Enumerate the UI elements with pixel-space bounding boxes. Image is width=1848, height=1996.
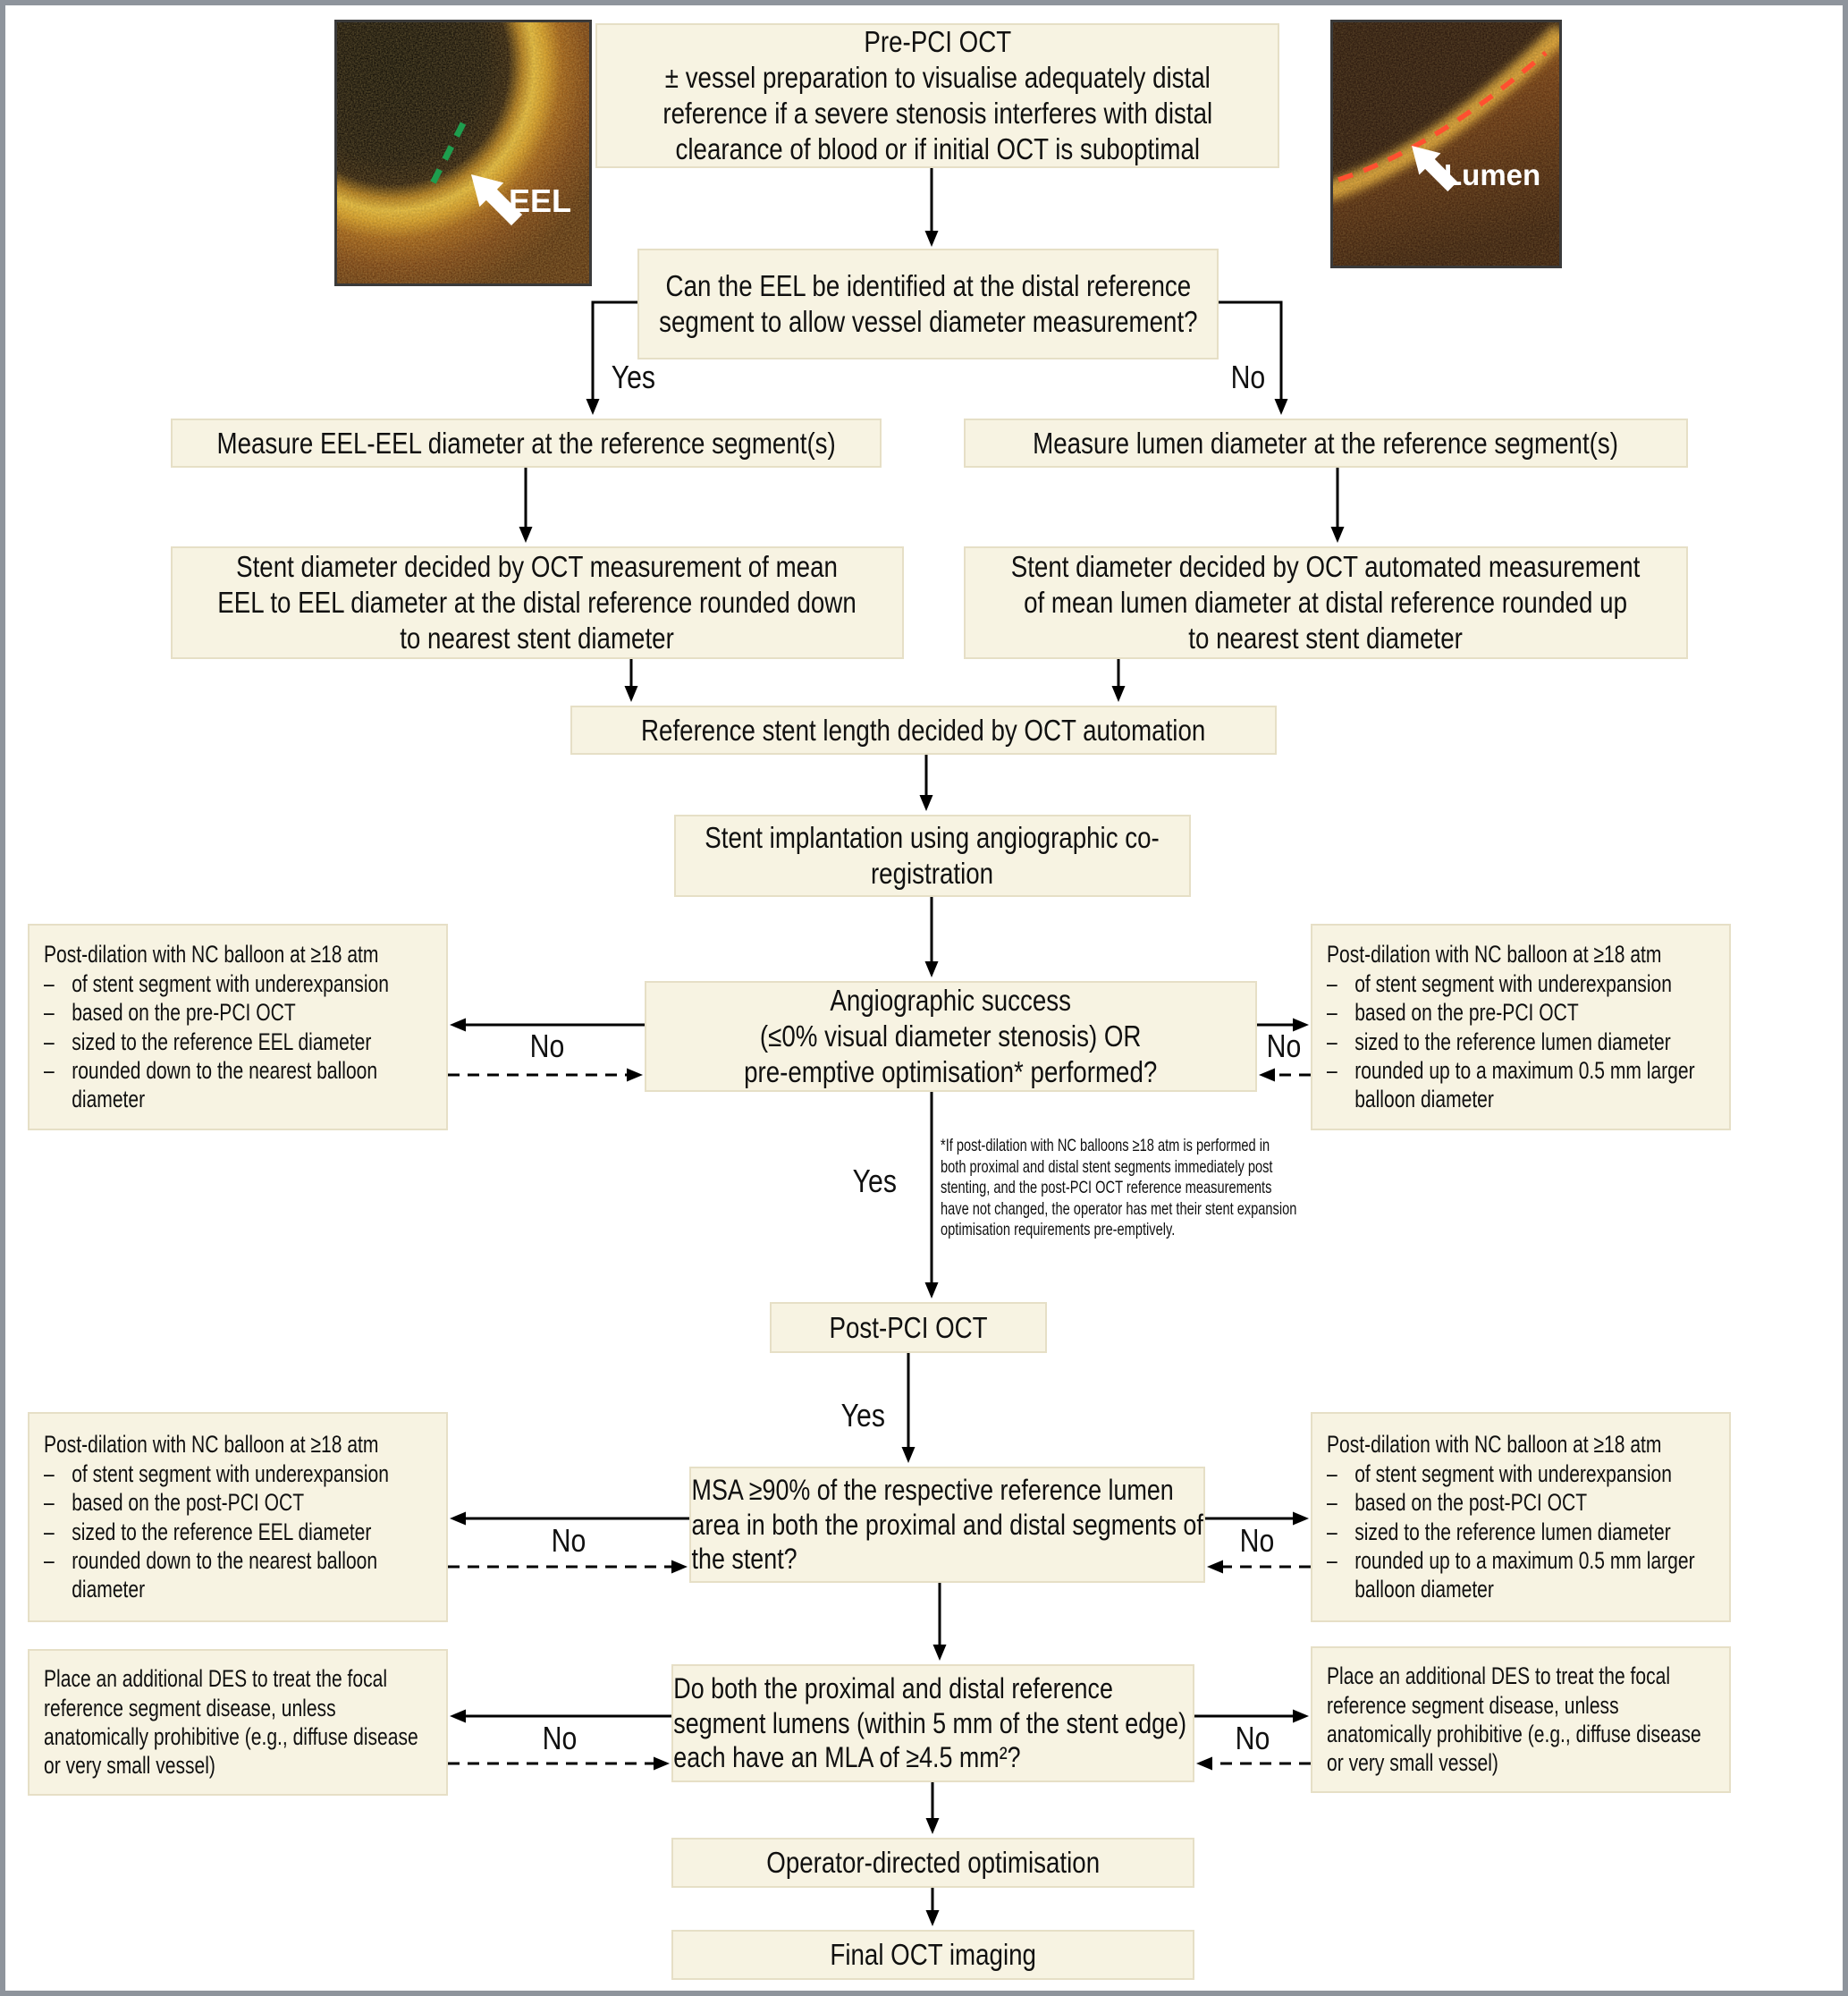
arrowhead-icon — [925, 231, 939, 247]
node-postdilation-pre-pci-lumen — [1311, 924, 1731, 1130]
node-post-pci-oct: Post-PCI OCT — [770, 1302, 1047, 1353]
bullet-text: based on the post-PCI OCT — [72, 1489, 305, 1517]
node-additional-des-right: Place an additional DES to treat the focal reference segment disease, unless anatomically prohibitive (e.g., diffuse disease or very small vessel) — [1311, 1646, 1731, 1793]
arrowhead-icon — [933, 1645, 947, 1661]
node-measure-lumen-diameter: Measure lumen diameter at the reference segment(s) — [964, 419, 1688, 468]
bullet-text: of stent segment with underexpansion — [72, 969, 389, 997]
bullet-dash: – — [1327, 1518, 1337, 1545]
bullet-text: sized to the reference EEL diameter — [72, 1518, 372, 1545]
node-line: (≤0% visual diameter stenosis) OR — [760, 1019, 1142, 1053]
node-question-angiographic-success — [645, 981, 1257, 1092]
arrowhead-icon — [1259, 1069, 1275, 1082]
arrowhead-icon — [625, 686, 638, 702]
node-additional-des-left: Place an additional DES to treat the focal reference segment disease, unless anatomically prohibitive (e.g., diffuse disease or very small vessel) — [28, 1649, 448, 1796]
bullet-dash: – — [44, 1489, 55, 1517]
bullet-dash: – — [44, 1056, 55, 1084]
label-no-msa-left: No — [551, 1522, 586, 1559]
bullet-dash: – — [44, 1459, 55, 1487]
arrowhead-icon — [519, 527, 533, 543]
bullet-dash: – — [1327, 1459, 1337, 1487]
node-heading: Post-dilation with NC balloon at ≥18 atm — [44, 1431, 379, 1459]
oct-image-lumen — [1330, 20, 1562, 268]
node-pre-pci-oct — [595, 23, 1279, 168]
bullet-dash: – — [1327, 1028, 1337, 1055]
node-line: to nearest stent diameter — [1188, 621, 1464, 655]
label-no-mla-left: No — [542, 1720, 578, 1756]
arrowhead-icon — [902, 1447, 916, 1463]
node-heading: Post-dilation with NC balloon at ≥18 atm — [44, 941, 379, 968]
node-line: Stent diameter decided by OCT automated measurement — [1011, 550, 1641, 584]
arrowhead-icon — [1293, 1512, 1309, 1526]
node-line: pre-emptive optimisation* performed? — [744, 1054, 1158, 1088]
node-postdilation-pre-pci-eel — [28, 924, 448, 1130]
arrowhead-icon — [450, 1710, 466, 1723]
footnote-preemptive-optimisation: *If post-dilation with NC balloons ≥18 atm is performed in both proximal and distal stent segments immediately post stenting, and the post-PCI OCT reference measurements have not changed, the operator has met their stent expansion optimisation requirements pre-emptively. — [941, 1136, 1297, 1240]
bullet-text: of stent segment with underexpansion — [72, 1459, 389, 1487]
bullet-dash: – — [44, 1546, 55, 1574]
node-stent-implantation: Stent implantation using angiographic co-registration — [674, 815, 1191, 897]
label-yes-eel-branch: Yes — [611, 359, 656, 395]
arrowhead-icon — [586, 399, 600, 415]
bullet-dash: – — [1327, 1546, 1337, 1574]
bullet-text: based on the post-PCI OCT — [1354, 1489, 1588, 1517]
oct-lumen-speckle-dark — [1333, 22, 1559, 266]
label-no-angio-left: No — [529, 1028, 565, 1064]
node-stent-diameter-eel — [171, 546, 904, 659]
bullet-dash: – — [1327, 1056, 1337, 1084]
bullet-dash: – — [1327, 999, 1337, 1027]
label-no-mla-right: No — [1235, 1720, 1270, 1756]
arrowhead-icon — [1293, 1710, 1309, 1723]
node-heading: Post-dilation with NC balloon at ≥18 atm — [1327, 941, 1662, 968]
node-measure-eel-diameter: Measure EEL-EEL diameter at the reference segment(s) — [171, 419, 882, 468]
node-final-oct-imaging: Final OCT imaging — [671, 1930, 1194, 1980]
oct-eel-speckle-dark — [337, 22, 589, 283]
bullet-text: sized to the reference lumen diameter — [1354, 1028, 1671, 1055]
node-postdilation-post-pci-eel — [28, 1412, 448, 1622]
arrowhead-icon — [925, 961, 939, 977]
bullet-dash: – — [1327, 1489, 1337, 1517]
node-line: clearance of blood or if initial OCT is suboptimal — [675, 131, 1200, 165]
bullet-dash: – — [1327, 969, 1337, 997]
label-yes-post-pci: Yes — [840, 1397, 885, 1434]
arrowhead-icon — [450, 1512, 466, 1526]
arrowhead-icon — [1275, 399, 1288, 415]
bullet-text: of stent segment with underexpansion — [1354, 969, 1672, 997]
label-no-msa-right: No — [1239, 1522, 1275, 1559]
node-line: Stent diameter decided by OCT measurement of mean — [236, 550, 839, 584]
eel-label: EEL — [509, 182, 572, 219]
node-line: reference if a severe stenosis interferes with distal — [662, 97, 1212, 130]
label-no-angio-right: No — [1266, 1028, 1302, 1064]
bullet-dash: – — [44, 969, 55, 997]
bullet-text: sized to the reference EEL diameter — [72, 1028, 372, 1055]
arrowhead-icon — [654, 1757, 670, 1771]
node-line: Pre-PCI OCT — [864, 25, 1011, 59]
label-no-lumen-branch: No — [1230, 359, 1266, 395]
arrowhead-icon — [671, 1560, 688, 1574]
arrowhead-icon — [450, 1019, 466, 1032]
bullet-text: rounded down to the nearest balloon diameter — [72, 1546, 378, 1603]
node-question-msa: MSA ≥90% of the respective reference lumen area in both the proximal and distal segments of the stent? — [689, 1467, 1205, 1583]
node-question-eel-identified: Can the EEL be identified at the distal reference segment to allow vessel diameter measurement? — [637, 249, 1219, 359]
arrowhead-icon — [920, 795, 933, 811]
bullet-dash: – — [44, 1028, 55, 1055]
node-question-mla: Do both the proximal and distal reference segment lumens (within 5 mm of the stent edge) each have an MLA of ≥4.5 mm²? — [671, 1664, 1194, 1782]
node-line: to nearest stent diameter — [400, 621, 675, 655]
arrowhead-icon — [1331, 527, 1345, 543]
label-yes-angio: Yes — [852, 1163, 897, 1199]
bullet-text: based on the pre-PCI OCT — [72, 999, 296, 1027]
node-postdilation-post-pci-lumen — [1311, 1412, 1731, 1622]
bullet-text: based on the pre-PCI OCT — [1354, 999, 1579, 1027]
lumen-label: Lumen — [1444, 158, 1541, 191]
node-line: ± vessel preparation to visualise adequately distal — [664, 61, 1211, 95]
node-operator-directed-optimisation: Operator-directed optimisation — [671, 1838, 1194, 1888]
arrowhead-icon — [925, 1282, 939, 1298]
arrowhead-icon — [926, 1910, 940, 1926]
node-line: Angiographic success — [830, 984, 1072, 1018]
arrowhead-icon — [627, 1069, 643, 1082]
bullet-text: rounded down to the nearest balloon diameter — [72, 1056, 378, 1113]
bullet-text: of stent segment with underexpansion — [1354, 1459, 1672, 1487]
bullet-text: sized to the reference lumen diameter — [1354, 1518, 1671, 1545]
node-line: EEL to EEL diameter at the distal reference rounded down — [217, 586, 857, 620]
arrowhead-icon — [926, 1818, 940, 1834]
bullet-text: rounded up to a maximum 0.5 mm larger balloon diameter — [1354, 1546, 1695, 1603]
arrowhead-icon — [1112, 686, 1126, 702]
oct-image-eel — [334, 20, 592, 286]
node-reference-stent-length: Reference stent length decided by OCT automation — [570, 706, 1277, 755]
node-stent-diameter-lumen — [964, 546, 1688, 659]
node-line: of mean lumen diameter at distal reference rounded up — [1024, 586, 1628, 620]
bullet-text: rounded up to a maximum 0.5 mm larger balloon diameter — [1354, 1056, 1695, 1113]
bullet-dash: – — [44, 999, 55, 1027]
bullet-dash: – — [44, 1518, 55, 1545]
arrowhead-icon — [1196, 1757, 1212, 1771]
arrowhead-icon — [1207, 1560, 1223, 1574]
node-heading: Post-dilation with NC balloon at ≥18 atm — [1327, 1431, 1662, 1459]
